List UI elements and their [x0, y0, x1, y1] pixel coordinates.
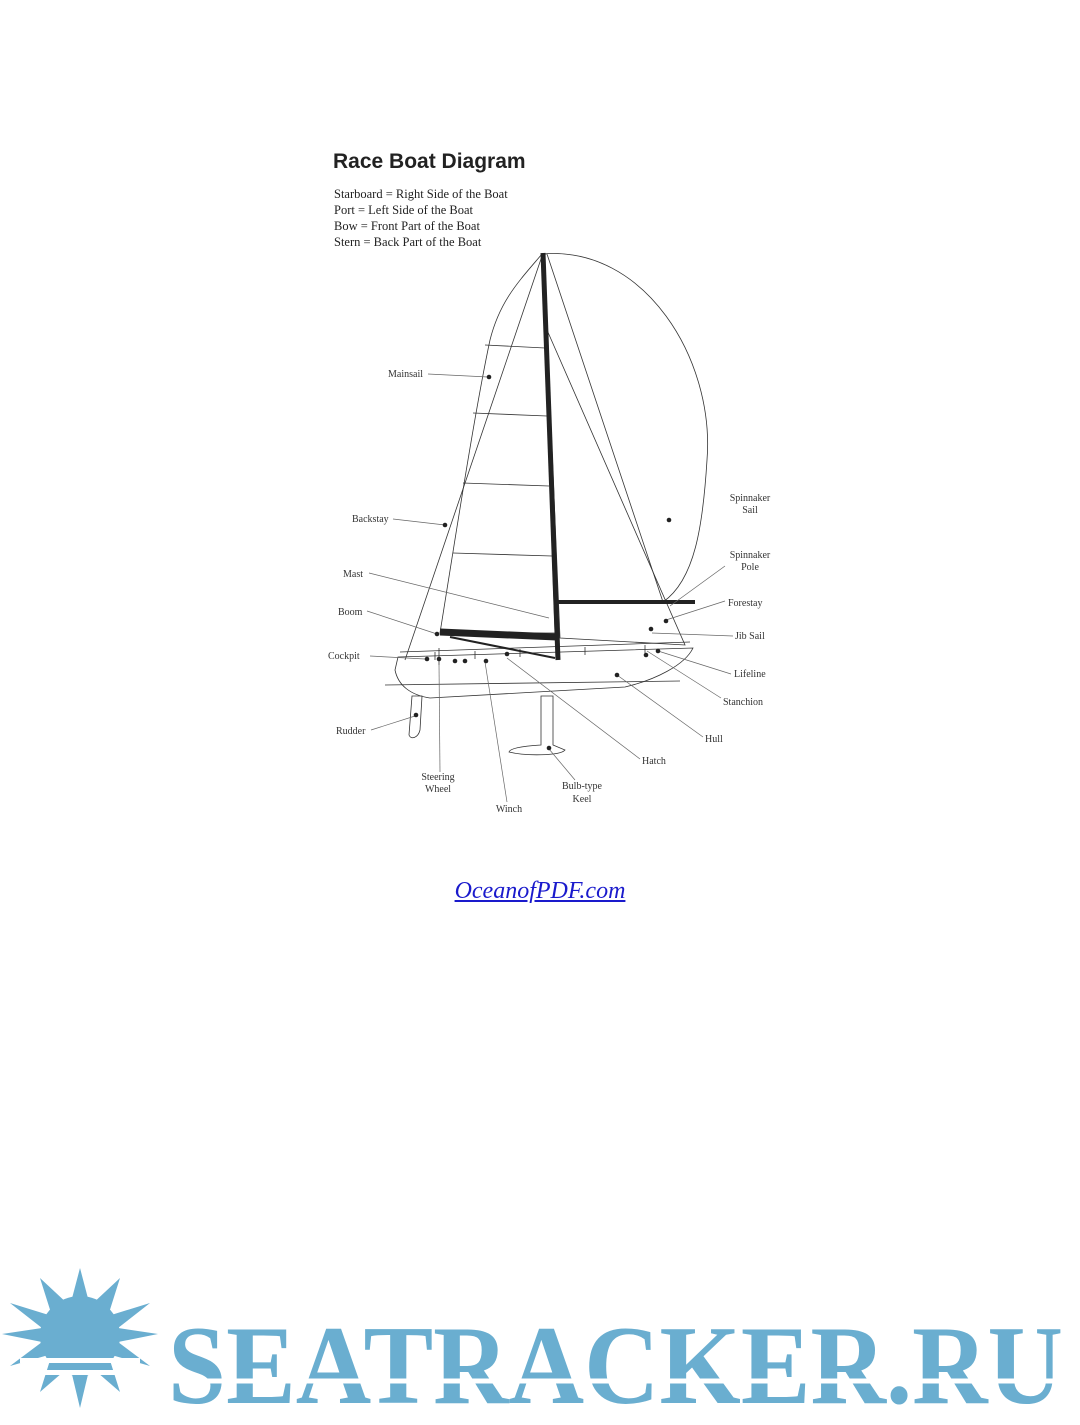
jib-sail: [547, 330, 685, 645]
label-steering-wheel-1: Steering: [421, 772, 455, 783]
label-cockpit: Cockpit: [328, 651, 360, 662]
label-mast: Mast: [343, 569, 363, 580]
sun-icon: [2, 1268, 158, 1408]
bulb-keel: [509, 696, 565, 755]
label-rudder: Rudder: [336, 726, 366, 737]
watermark-logo: [0, 1258, 1080, 1425]
label-hull: Hull: [705, 734, 723, 745]
label-spinnaker-sail-1: Spinnaker: [729, 493, 771, 504]
label-mainsail: Mainsail: [388, 369, 423, 380]
watermark-text: SEATRACKER.RU: [168, 1304, 1063, 1425]
label-spinnaker-pole-2: Pole: [741, 562, 759, 573]
label-keel-2: Keel: [572, 794, 592, 805]
label-jib-sail: Jib Sail: [735, 631, 765, 642]
definition-stern: Stern = Back Part of the Boat: [334, 235, 482, 249]
label-keel-1: Bulb-type: [562, 781, 602, 792]
label-backstay: Backstay: [352, 514, 389, 525]
label-forestay: Forestay: [728, 598, 763, 609]
boom: [440, 632, 557, 637]
definition-starboard: Starboard = Right Side of the Boat: [334, 187, 508, 201]
definitions-list: [334, 186, 508, 250]
label-winch: Winch: [495, 804, 523, 815]
source-link-container: [0, 878, 1080, 905]
figure-title: Race Boat Diagram: [333, 150, 526, 173]
spinnaker-sail: [542, 254, 708, 602]
label-steering-wheel-2: Wheel: [424, 784, 452, 795]
label-lifeline: Lifeline: [734, 669, 766, 680]
definition-port: Port = Left Side of the Boat: [334, 203, 473, 217]
race-boat-figure: [325, 140, 795, 830]
mast: [543, 253, 558, 660]
label-spinnaker-sail-2: Sail: [742, 505, 758, 516]
label-hatch: Hatch: [642, 756, 666, 767]
mainsail: [440, 254, 555, 633]
label-stanchion: Stanchion: [723, 697, 763, 708]
label-spinnaker-pole-1: Spinnaker: [729, 550, 771, 561]
label-boom: Boom: [338, 607, 363, 618]
definition-bow: Bow = Front Part of the Boat: [334, 219, 480, 233]
source-link[interactable]: OceanofPDF.com: [454, 878, 626, 904]
